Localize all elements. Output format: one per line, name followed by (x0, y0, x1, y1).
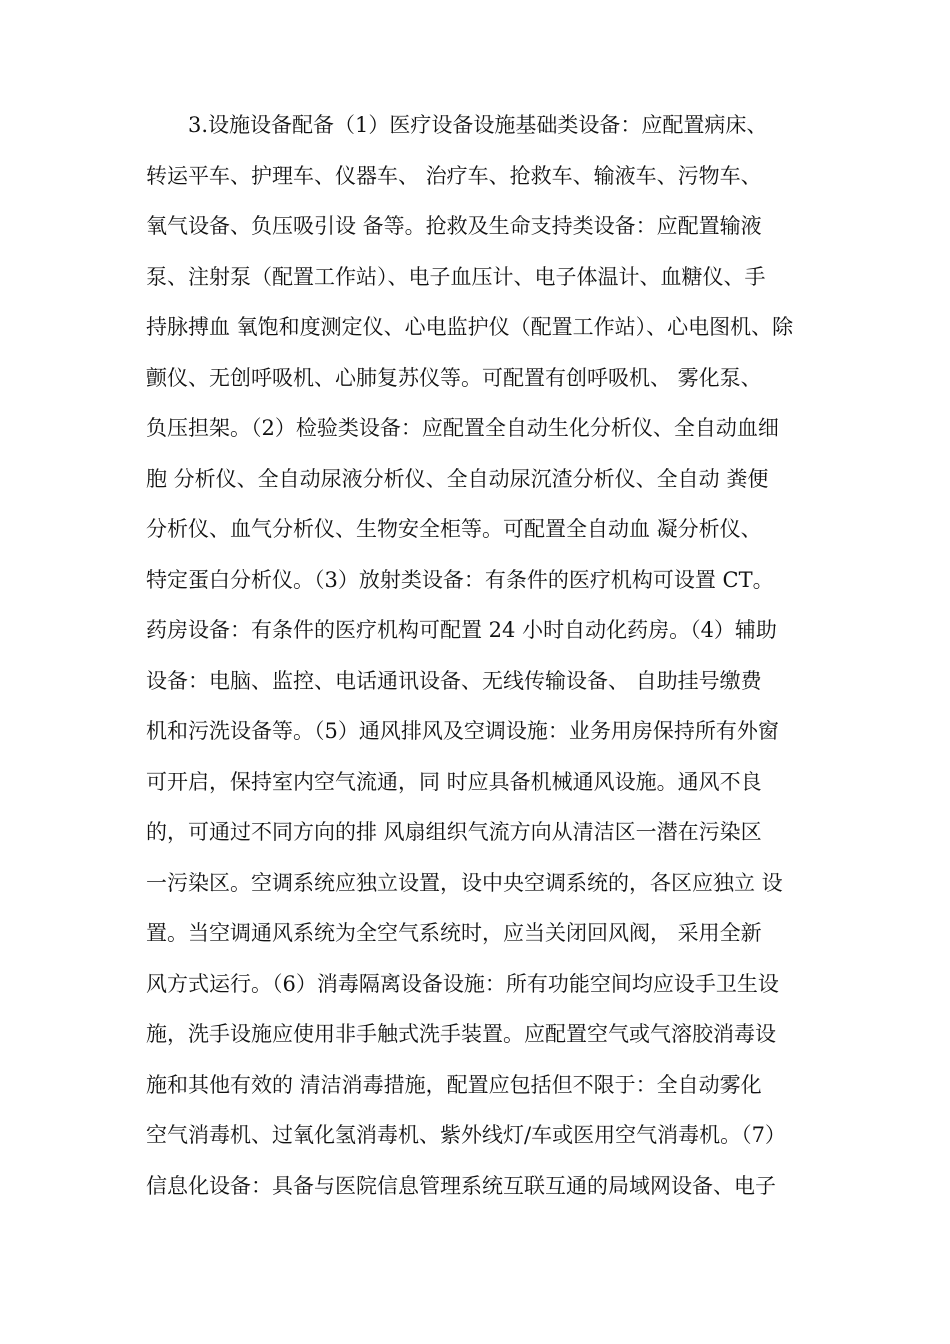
text-line: 分析仪、血气分析仪、生物安全柜等。可配置全自动血 凝分析仪、 (146, 517, 762, 541)
text-line: 颤仪、无创呼吸机、心肺复苏仪等。可配置有创呼吸机、 雾化泵、 (146, 365, 762, 390)
text-line: 的，可通过不同方向的排 风扇组织气流方向从清洁区一潜在污染区 (146, 820, 762, 844)
body-text (146, 100, 826, 1211)
text-line: 置。当空调通风系统为全空气系统时，应当关闭回风阀， 采用全新 (146, 921, 762, 945)
text-line: 持脉搏血 氧饱和度测定仪、心电监护仪（配置工作站）、心电图机、除 (146, 315, 794, 339)
text-line: 信息化设备：具备与医院信息管理系统互联互通的局域网设备、电子 (146, 1173, 776, 1198)
text-line: 可开启，保持室内空气流通，同 时应具备机械通风设施。通风不良 (146, 769, 762, 794)
text-line: 特定蛋白分析仪。（3）放射类设备：有条件的医疗机构可设置 CT。 (146, 567, 774, 592)
text-line: 胞 分析仪、全自动尿液分析仪、全自动尿沉渣分析仪、全自动 粪便 (146, 466, 769, 491)
text-line: 风方式运行。（6）消毒隔离设备设施：所有功能空间均应设手卫生设 (146, 971, 779, 996)
text-line: 一污染区。空调系统应独立设置，设中央空调系统的，各区应独立 设 (146, 870, 783, 895)
text-line: 设备：电脑、监控、电话通讯设备、无线传输设备、 自助挂号缴费 (146, 668, 762, 693)
text-line: 3.设施设备配备（1）医疗设备设施基础类设备：应配置病床、 (188, 113, 768, 137)
text-line: 空气消毒机、过氧化氢消毒机、紫外线灯/车或医用空气消毒机。（7） (146, 1123, 786, 1147)
text-line: 机和污洗设备等。（5）通风排风及空调设施：业务用房保持所有外窗 (146, 719, 779, 743)
text-line: 负压担架。（2）检验类设备：应配置全自动生化分析仪、全自动血细 (146, 416, 779, 440)
text-line: 氧气设备、负压吸引设 备等。抢救及生命支持类设备：应配置输液 (146, 214, 762, 238)
text-line: 转运平车、护理车、仪器车、 治疗车、抢救车、输液车、污物车、 (146, 163, 762, 188)
text-line: 施，洗手设施应使用非手触式洗手装置。应配置空气或气溶胶消毒设 (146, 1022, 776, 1046)
text-line: 药房设备：有条件的医疗机构可配置 24 小时自动化药房。（4）辅助 (146, 618, 777, 642)
text-line: 施和其他有效的 清洁消毒措施，配置应包括但不限于：全自动雾化 (146, 1072, 762, 1097)
text-line: 泵、注射泵（配置工作站）、电子血压计、电子体温计、血糖仪、手 (146, 264, 766, 289)
